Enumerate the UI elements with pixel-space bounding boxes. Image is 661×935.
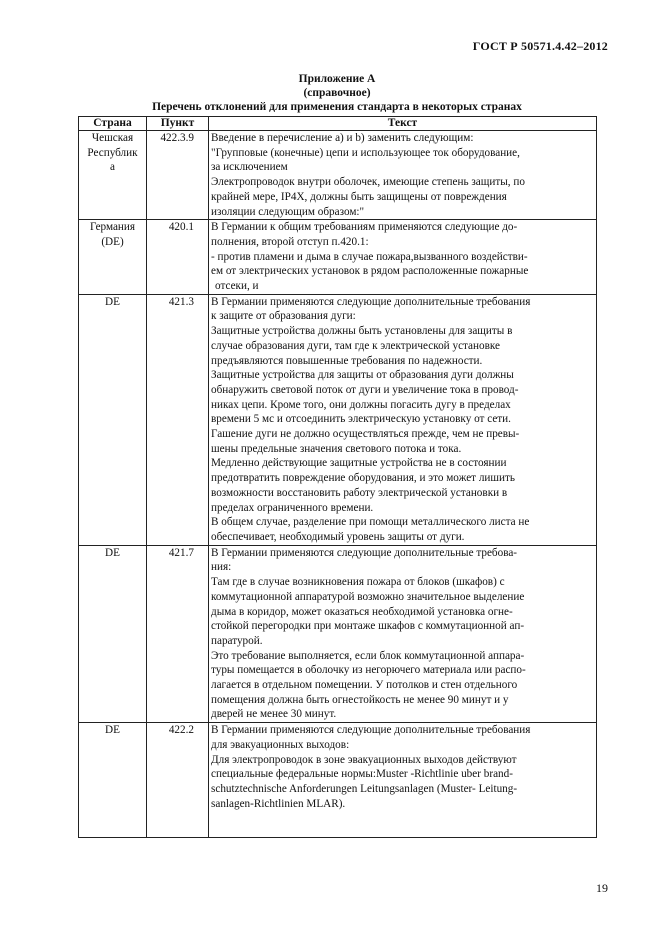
text-line: полнения, второй отступ п.420.1: xyxy=(211,235,369,248)
text-line: стойкой перегородки при монтаже шкафов с коммутационной ап- xyxy=(211,620,525,633)
text-cell xyxy=(209,131,597,220)
text-line: дыма в коридор, может оказаться необходимой установка огне- xyxy=(211,605,513,618)
column-header-text: Текст xyxy=(209,117,597,131)
country-cell xyxy=(79,723,147,838)
column-header-clause: Пункт xyxy=(147,117,209,131)
country-line: (DE) xyxy=(101,235,124,248)
text-line: - против пламени и дыма в случае пожара,вызванного воздействи- xyxy=(211,250,528,263)
document-code: ГОСТ Р 50571.4.42–2012 xyxy=(472,39,608,53)
text-line: обеспечивает, необходимый уровень защиты от дуги. xyxy=(211,530,465,543)
column-header-country: Страна xyxy=(79,117,147,131)
text-line: дверей не менее 30 минут. xyxy=(211,708,337,721)
text-line: обнаружить световой поток от дуги и увеличение тока в провод- xyxy=(211,383,519,396)
text-cell xyxy=(209,723,597,838)
text-cell xyxy=(209,545,597,722)
text-line: случае образования дуги, там где к электрической установке xyxy=(211,339,501,352)
text-line: пределах ограниченного времени. xyxy=(211,501,374,514)
text-line: sanlagen-Richtlinien MLAR). xyxy=(211,797,346,810)
text-cell xyxy=(209,294,597,545)
text-line: за исключением xyxy=(211,161,288,174)
text-line: Введение в перечисление a) и b) заменить следующим: xyxy=(211,132,474,144)
text-line: шены предельные значения светового потока и тока. xyxy=(211,442,462,455)
text-line: отсеки, и xyxy=(215,280,259,293)
clause-cell: 421.3 xyxy=(147,294,209,545)
country-line: DE xyxy=(105,724,120,737)
text-line: к защите от образования дуги: xyxy=(211,310,356,323)
country-line: DE xyxy=(105,546,120,559)
text-line: туры помещается в оболочку из негорючего материала или распо- xyxy=(211,664,526,677)
text-line: лагается в отдельном помещении. У потолков и стен отдельного xyxy=(211,679,518,692)
text-line: Для электропроводок в зоне эвакуационных выходов действуют xyxy=(211,753,517,766)
text-line: schutztechnische Anforderungen Leitungsanlagen (Muster- Leitung- xyxy=(211,782,518,795)
text-line: В Германии применяются следующие дополнительные требования xyxy=(211,295,531,308)
text-line: В Германии к общим требованиям применяются следующие до- xyxy=(211,221,518,234)
text-line: помещения должна быть огнестойкость не менее 90 минут и у xyxy=(211,693,509,706)
text-line: В общем случае, разделение при помощи металлического листа не xyxy=(211,516,530,529)
text-line: крайней мере, IP4X, должны быть защищены от повреждения xyxy=(211,190,507,203)
text-line: предъявляются повышенные требования по надежности. xyxy=(211,354,483,367)
clause-cell: 421.7 xyxy=(147,545,209,722)
page-number: 19 xyxy=(596,881,608,895)
country-cell xyxy=(79,131,147,220)
text-line: Там где в случае возникновения пожара от блоков (шкафов) с xyxy=(211,576,505,589)
table-row xyxy=(79,723,597,838)
country-line: Республик xyxy=(87,146,138,159)
text-line: В Германии применяются следующие дополнительные требова- xyxy=(211,546,518,559)
text-line: ем от электрических установок в рядом расположенные пожарные xyxy=(211,265,529,278)
clause-cell: 420.1 xyxy=(147,220,209,295)
table-row xyxy=(79,220,597,295)
text-line: возможности восстановить работу электрической установки в xyxy=(211,486,508,499)
table-row xyxy=(79,294,597,545)
appendix-subtitle: Перечень отклонений для применения стандарта в некоторых странах xyxy=(152,101,522,113)
country-line: Германия xyxy=(89,221,136,234)
text-line: изоляции следующим образом:" xyxy=(211,205,365,218)
appendix-kind: (справочное) xyxy=(303,87,371,99)
text-line: Медленно действующие защитные устройства не в состоянии xyxy=(211,457,507,470)
country-cell xyxy=(79,545,147,722)
text-line: специальные федеральные нормы:Muster -Richtlinie uber brand- xyxy=(211,768,513,781)
text-line: никах цепи. Кроме того, они должны погасить дугу в пределах xyxy=(211,398,511,411)
clause-cell: 422.2 xyxy=(147,723,209,838)
text-line: для эвакуационных выходов: xyxy=(211,738,350,751)
text-line: Защитные устройства должны быть установлены для защиты в xyxy=(211,325,513,338)
table-row xyxy=(79,545,597,722)
text-cell xyxy=(209,220,597,295)
clause-cell: 422.3.9 xyxy=(147,131,209,220)
text-line: Это требование выполняется, если блок коммутационной аппара- xyxy=(211,649,525,662)
country-line: а xyxy=(110,161,115,174)
country-line: DE xyxy=(105,295,120,308)
text-line: В Германии применяются следующие дополнительные требования xyxy=(211,724,531,737)
appendix-title: Приложение А xyxy=(298,73,376,85)
country-cell xyxy=(79,220,147,295)
deviations-table xyxy=(78,116,597,838)
text-line: предотвратить повреждение оборудования, и это может лишить xyxy=(211,472,516,485)
text-line: Гашение дуги не должно осуществляться прежде, чем не превы- xyxy=(211,428,520,441)
country-line: Чешская xyxy=(91,132,134,144)
text-line: коммутационной аппаратурой возможно значительное выделение xyxy=(211,590,525,603)
text-line: Электропроводок внутри оболочек, имеющие степень защиты, по xyxy=(211,176,525,189)
text-line: "Групповые (конечные) цепи и использующее ток оборудование, xyxy=(211,146,520,159)
text-line: паратурой. xyxy=(211,634,263,647)
text-line: Защитные устройства для защиты от образования дуги должны xyxy=(211,369,514,382)
text-line: ния: xyxy=(211,561,232,574)
text-line: времени 5 мс и отсоединить электрическую установку от сети. xyxy=(211,413,511,426)
country-cell xyxy=(79,294,147,545)
table-row xyxy=(79,131,597,220)
table-header-row xyxy=(79,117,597,131)
